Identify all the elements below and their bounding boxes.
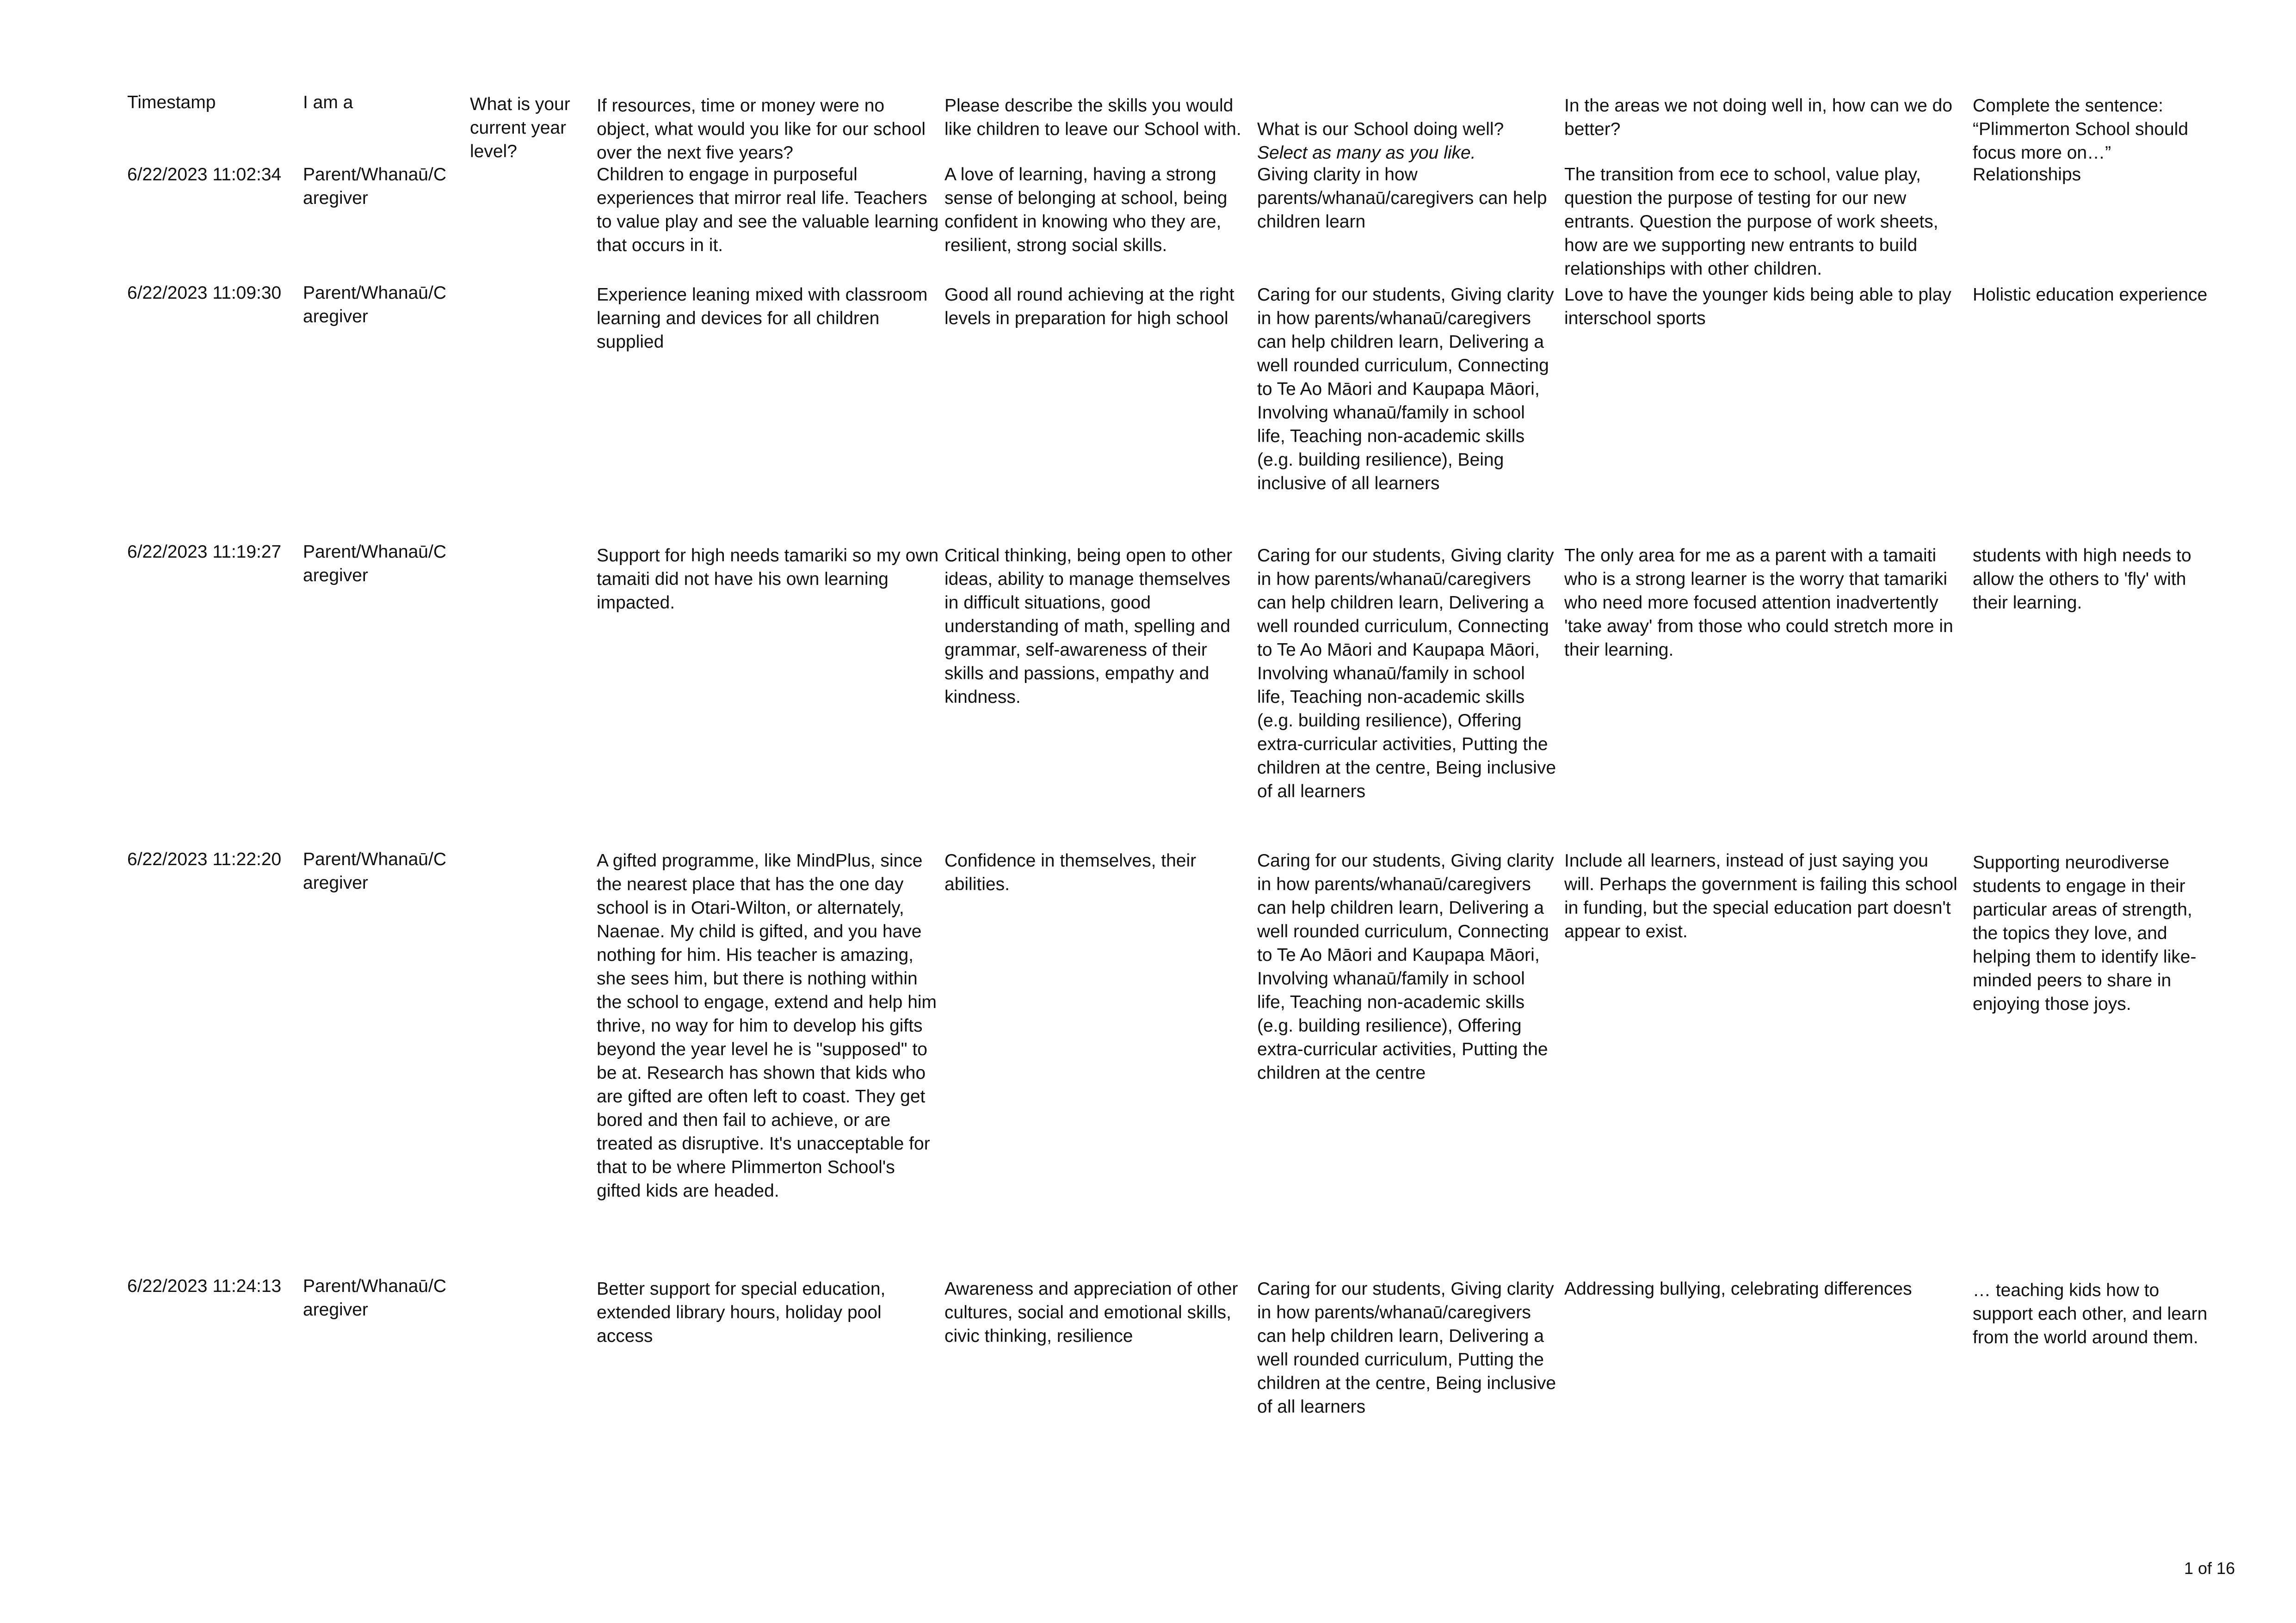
row-skills: Critical thinking, being open to other ideas, ability to manage themselves in difficult situations, good understanding of math, spelling and grammar, self-awareness of their skills and passions, empathy and kindness. [944,546,1233,707]
row-skills: Good all round achieving at the right levels in preparation for high school [944,285,1234,328]
row-resources: Better support for special education, extended library hours, holiday pool access [597,1279,886,1346]
row-doing-well: Caring for our students, Giving clarity in how parents/whanaū/caregivers can help children learn, Delivering a well rounded curriculum, Putting the children at the centre, Being inclusive of all learners [1257,1279,1556,1417]
header-doing-well-hint: Select as many as you like. [1257,143,1476,163]
header-skills: Please describe the skills you would like children to leave our School with. [944,96,1241,139]
row-skills: Confidence in themselves, their abilities. [944,851,1197,894]
row-resources: Experience leaning mixed with classroom learning and devices for all children supplied [597,285,928,352]
row-role: Parent/Whanaū/C aregiver [303,1276,447,1320]
row-role: Parent/Whanaū/C aregiver [303,542,447,585]
row-do-better: The only area for me as a parent with a tamaiti who is a strong learner is the worry that tamariki who need more focused attention inadvertently 'take away' from those who could stretch more in their learning. [1564,546,1953,660]
header-do-better: In the areas we not doing well in, how can we do better? [1564,96,1953,139]
row-do-better: Include all learners, instead of just saying you will. Perhaps the government is failing this school in funding, but the special education part doesn't appear to exist. [1564,851,1957,941]
row-timestamp: 6/22/2023 11:02:34 [127,165,282,184]
row-role: Parent/Whanaū/C aregiver [303,283,447,326]
header-timestamp: Timestamp [127,92,216,112]
row-role: Parent/Whanaū/C aregiver [303,165,447,208]
row-doing-well: Giving clarity in how parents/whanaū/caregivers can help children learn [1257,165,1547,232]
row-resources: A gifted programme, like MindPlus, since the nearest place that has the one day school is in Otari-Wilton, or alternately, Naenae. My child is gifted, and you have nothing for him. His teacher is amazing, she sees him, but there is nothing within the school to engage, extend and help him thrive, no way for him to develop his gifts beyond the year level he is "supposed" to be at. Research has shown that kids who are gifted are often left to coast. They get bored and then fail to achieve, or are treated as disruptive. It's unacceptable for that to be where Plimmerton School's gifted kids are headed. [597,851,937,1201]
row-role: Parent/Whanaū/C aregiver [303,849,447,893]
row-doing-well: Caring for our students, Giving clarity in how parents/whanaū/caregivers can help children learn, Delivering a well rounded curriculum, Connecting to Te Ao Māori and Kaupapa Māori, Involving whanaū/family in school life, Teaching non-academic skills (e.g. building resilience), Offering extra-curricular activities, Putting the children at the centre, Being inclusive of all learners [1257,546,1556,801]
row-skills: A love of learning, having a strong sense of belonging at school, being confident in knowing who they are, resilient, strong social skills. [944,165,1228,255]
row-timestamp: 6/22/2023 11:22:20 [127,849,282,869]
header-role: I am a [303,92,353,112]
header-resources: If resources, time or money were no object, what would you like for our school over the next five years? [597,96,926,163]
row-timestamp: 6/22/2023 11:19:27 [127,542,282,562]
row-skills: Awareness and appreciation of other cultures, social and emotional skills, civic thinking, resilience [944,1279,1238,1346]
header-focus: Complete the sentence: “Plimmerton School should focus more on…” [1973,96,2189,163]
row-focus: … teaching kids how to support each other, and learn from the world around them. [1973,1280,2208,1347]
row-doing-well: Caring for our students, Giving clarity in how parents/whanaū/caregivers can help children learn, Delivering a well rounded curriculum, Connecting to Te Ao Māori and Kaupapa Māori, Involving whanaū/family in school life, Teaching non-academic skills (e.g. building resilience), Offering extra-curricular activities, Putting the children at the centre [1257,851,1554,1083]
header-doing-well-label: What is our School doing well? [1257,119,1504,139]
row-resources: Children to engage in purposeful experiences that mirror real life. Teachers to value play and see the valuable learning that occurs in it. [597,165,939,255]
row-focus: Relationships [1973,165,2081,184]
row-doing-well: Caring for our students, Giving clarity in how parents/whanaū/caregivers can help children learn, Delivering a well rounded curriculum, Connecting to Te Ao Māori and Kaupapa Māori, Involving whanaū/family in school life, Teaching non-academic skills (e.g. building resilience), Being inclusive of all learners [1257,285,1554,493]
header-year-level: What is your current year level? [470,94,570,161]
page-indicator: 1 of 16 [2184,1559,2235,1578]
row-timestamp: 6/22/2023 11:24:13 [127,1276,282,1296]
row-focus: Holistic education experience [1973,285,2208,305]
row-focus: Supporting neurodiverse students to engage in their particular areas of strength, the topics they love, and helping them to identify like-minded peers to share in enjoying those joys. [1973,853,2197,1014]
row-resources: Support for high needs tamariki so my own tamaiti did not have his own learning impacted. [597,546,939,613]
row-do-better: Love to have the younger kids being able to play interschool sports [1564,285,1951,328]
row-do-better: The transition from ece to school, value play, question the purpose of testing for our new entrants. Question the purpose of work sheets, how are we supporting new entrants to build relationships with other children. [1564,165,1938,279]
row-timestamp: 6/22/2023 11:09:30 [127,283,282,303]
row-focus: students with high needs to allow the others to 'fly' with their learning. [1973,546,2191,613]
row-do-better: Addressing bullying, celebrating differences [1564,1279,1912,1299]
